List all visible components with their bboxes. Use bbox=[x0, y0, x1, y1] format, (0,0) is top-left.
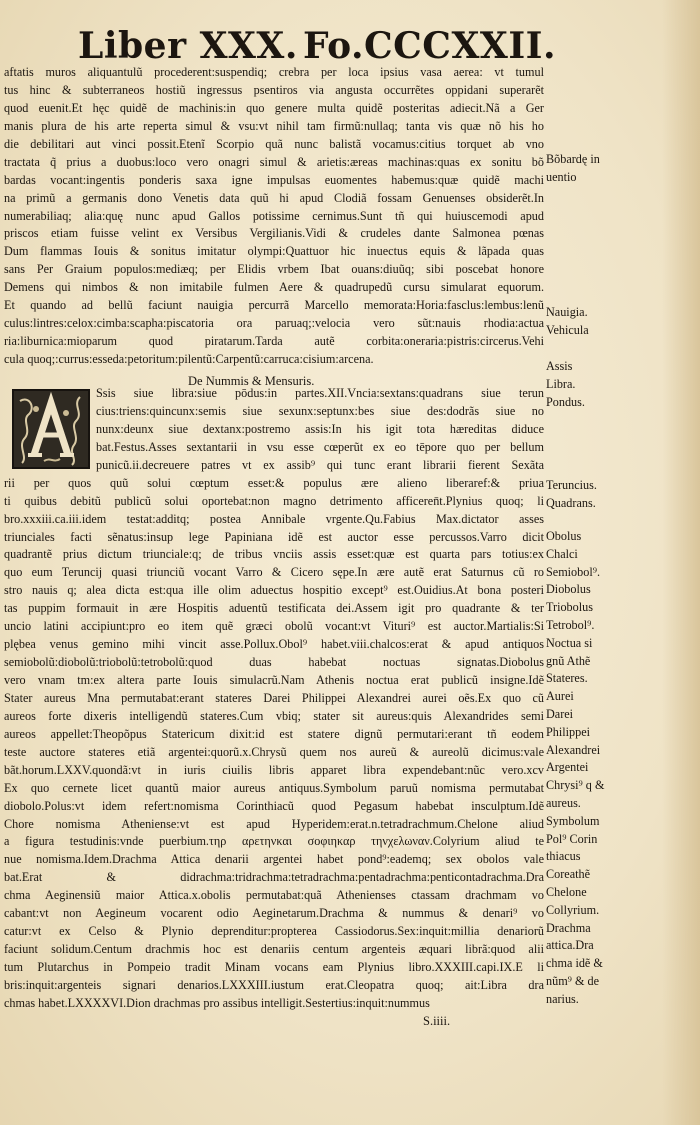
text-line: nue nomisma.Idem.Drachma Attica denarii argentei habet pond⁹:eademq; sex obolos vale bbox=[4, 852, 544, 867]
text-line: faciunt solidum.Centum drachmis hoc est denariis centum argenteis æquari librã:quod alii bbox=[4, 942, 544, 957]
text-line: aureos forte dixeris intelligendũ stateres.Cum vbiq; stater sit aureus:quis Alexandrides semi bbox=[4, 708, 544, 723]
text-line: nunx:deunx siue dextanx:postremo assis:In his igit tota hæreditas diduce bbox=[96, 421, 544, 436]
text-line: cula quoq;:currus:esseda:petoritum:pilentũ:Carpentũ:carruca:cisium:arcena. bbox=[4, 352, 374, 366]
text-line: punicũ.ii.decreuere patres vt ex assib⁹ qui tunc erant librarii fierent Sexãta bbox=[96, 457, 544, 472]
text-line: teste auctore stateres etiã argentei:quorũ.x.Chrysũ quem nos aureũ & aureolũ dicimus:vale bbox=[4, 744, 544, 759]
text-line: quo eum Teruncij quasi triunciũ vocant Varro & Cicero sępe.In ære autẽ erat Saturnus cũ ro bbox=[4, 565, 544, 580]
text-line: tus hinc & subterraneos hostiũ ingressus psentiros via angusta occurrẽtes oppidani superarẽt bbox=[4, 82, 544, 97]
text-line: bardas vocant:ingentis ponderis saxa igne impulsas euomentes habemus:quæ quidẽ machi bbox=[4, 172, 544, 187]
text-line: bat.Erat & didrachma:tridrachma:tetradrachma:pentadrachma:penticontadrachma.Dra bbox=[4, 870, 544, 885]
text-line: vero vnam tm:ex altera parte Iouis simulacrũ.Nam Athenis noctua erat publicũ insigne.Idẽ bbox=[4, 673, 544, 687]
signature-mark: S.iiii. bbox=[423, 1014, 451, 1028]
text-line: plębea venus gemino mihi vincit asse.Pollux.Obol⁹ habet.viii.chalcos:erat & apud antiquos bbox=[4, 637, 544, 652]
text-line: quod euenit.Et hęc quidẽ de machinis:in quo genere multa quidẽ posteritas adiecit.Nã a Ger bbox=[4, 100, 544, 115]
text-line: bat.Festus.Asses sextantarii in vsu esse cœperũt ex eo tēpore quo per bellum bbox=[96, 439, 544, 454]
page-edge-shadow bbox=[662, 0, 700, 1125]
text-line: bris:inquit:argenteis signari denarios.LXXXIII.iustum erat.Cleopatra quoq; ait:Libra dra bbox=[4, 977, 544, 992]
text-line: Stater aureus Mna permutabat:erant stateres Darei Philippei Alexandrei aurei oẽs.Ex quo cũ bbox=[4, 690, 544, 705]
margin-note-line: Bõbardę in bbox=[546, 152, 600, 166]
margin-note-coins bbox=[546, 528, 658, 1009]
margin-note-line: gnũ Athẽ bbox=[546, 653, 591, 668]
margin-note-line: Collyrium. bbox=[546, 902, 600, 917]
margin-note-line: Aurei bbox=[546, 689, 574, 704]
text-line: sans Per Graium populos:mediæq; per Elidis vrbem Ibat ouans:diuũq; sibi poscebat honore bbox=[4, 262, 544, 277]
margin-note-line: uentio bbox=[546, 169, 577, 184]
text-line: die debilitari aut vinci possit.Etenĩ Scorpio quã nunc balistã vocamus:citius torquet ab vno bbox=[4, 136, 544, 151]
text-line: chmas habet.LXXXXVI.Dion drachmas pro assibus intelligit.Sestertius:inquit:nummus bbox=[4, 995, 430, 1010]
margin-note-line: Libra. bbox=[546, 376, 576, 391]
margin-note-line: chma idẽ & bbox=[546, 956, 603, 971]
text-line: quadrantẽ prius dictum triunciale:q; de tribus vnciis assis esset:quæ est quarta pars totius:ex bbox=[4, 547, 544, 562]
text-line: tractata q̃ prius a duobus:loco vero onagri simul & arietis:æreas machinas:quas ex sonitu bõ bbox=[4, 154, 544, 169]
text-line: Dum flammas Iouis & sonitus imitatur olympi:Quattuor hic inuectus equis & lãpada quas bbox=[4, 244, 544, 259]
text-line: stro nauis q; alea dicta est:qua ille olim aduectus hospitio except⁹ est.Ouidius.At bona posteri bbox=[4, 583, 544, 598]
margin-note-assis bbox=[546, 358, 658, 411]
text-line: Chore nomisma Atheniense:vt est apud Hyperidem:erat.n.tetradrachmum.Chelone aliud bbox=[4, 816, 544, 831]
margin-note-line: Semiobol⁹. bbox=[546, 564, 601, 579]
margin-note-line: attica.Dra bbox=[546, 938, 594, 953]
margin-note-line: Vehicula bbox=[546, 322, 589, 337]
text-line: bãt.horum.LXXV.quondã:vt in iuris ciuilis libris apparet libra expendebant:nũc vero.xcv bbox=[4, 762, 544, 777]
margin-note-line: Nauigia. bbox=[546, 305, 588, 319]
text-block-coins-measures bbox=[4, 385, 544, 1013]
margin-note-line: Noctua si bbox=[546, 635, 593, 650]
text-line: na primũ a germanis dono Venetis data quũ hi apud Clodiã fossam Genuenses obsiderẽt.In bbox=[4, 190, 544, 205]
header-book-number: Liber XXX. bbox=[78, 25, 298, 67]
margin-note-line: Teruncius. bbox=[546, 478, 597, 492]
margin-note-line: Triobolus bbox=[546, 600, 593, 615]
header-folio-number: Fo.CCCXXII. bbox=[303, 25, 557, 67]
margin-note-line: thiacus bbox=[546, 849, 581, 864]
text-line: chma Aeginensiũ maior Attica.x.obolis permutabat:quã Athenienses ctassam drachmam vo bbox=[4, 888, 544, 903]
text-line: tum Plutarchus in Pompeio tradit Minam vocans eam Plynius libro.XXXIII.capi.IX.E li bbox=[4, 960, 544, 974]
text-line: cius:triens:quincunx:semis siue sexunx:septunx:bes siue des:dodrãs siue no bbox=[96, 403, 544, 418]
text-line: numerabiliaq; alia:quę nunc apud Gallos potissime cernimus.Sunt tñ qui huiuscemodi apud bbox=[4, 208, 544, 223]
margin-note-line: Symbolum bbox=[546, 813, 600, 828]
text-line: catur:vt ex Celso & Plynio deprenditur:propterea Cassiodorus.Sex:inquit:millia denariorũ bbox=[4, 924, 544, 939]
text-line: Ex quo cernete licet quantũ maior aureus antiquus.Symbolum paruũ nomisma permutabat bbox=[4, 780, 544, 795]
margin-note-line: Stateres. bbox=[546, 671, 588, 686]
text-line: diobolo.Polus:vt idem refert:nomisma Corinthiacũ quod Pegasum habebat insculptum.Idẽ bbox=[4, 798, 544, 813]
margin-note-line: Philippei bbox=[546, 724, 591, 739]
margin-note-line: Diobolus bbox=[546, 582, 591, 597]
margin-note-line: Pol⁹ Corin bbox=[546, 831, 598, 846]
text-line: semiobolũ:diobolũ:triobolũ:tetrobolũ:quod duas habebat noctuas signatas.Diobolus bbox=[4, 655, 544, 670]
text-line: priscos etiam fuisse velint ex Versibus Vergilianis.Vidi & crudeles dante Salmonea pœnas bbox=[4, 226, 544, 241]
text-line: manis plura de his arte reperta simul & vsu:vt nihil tam firmũ:nullaq; tanta vis quæ nõ his ho bbox=[4, 118, 544, 133]
text-line: cabant:vt non Aegineum vocarent odio Aeginetarum.Drachma & nummus & denari⁹ vo bbox=[4, 906, 544, 921]
margin-note-teruncius bbox=[546, 477, 658, 513]
text-line: ti quibus debitũ publicũ solui oportebat:non magno detrimento afficeren̄t.Plynius quoq; li bbox=[4, 493, 544, 508]
text-line: aureos appellet:Theopõpus Statericum dixit:id est statere dignũ permutari:erant tñ eodem bbox=[4, 726, 544, 741]
margin-note-line: aureus. bbox=[546, 795, 581, 810]
text-line: a figura testudinis:vnde puerbium.τηρ αρετηνκαι σοφιηκαρ τηνχελωναν.Colyrium aliud te bbox=[4, 834, 544, 849]
text-line: ria:liburnica:mioparum quod piratarum.Tarda autẽ corbita:oneraria:pistris:circerus.Vehi bbox=[4, 334, 544, 349]
text-line: aftatis muros aliquantulũ procederent:suspendiq; crebra per loca ipsius vasa aerea: vt tumul bbox=[4, 65, 544, 79]
text-line: Demens qui nimbos & non imitabile fulmen Aere & quadrupedũ cursu simularat equorum. bbox=[4, 280, 544, 295]
margin-note-line: Chelone bbox=[546, 884, 587, 899]
margin-note-line: Assis bbox=[546, 359, 573, 373]
margin-note-line: Coreathẽ bbox=[546, 867, 590, 882]
margin-note-line: narius. bbox=[546, 991, 579, 1006]
text-block-machines bbox=[4, 64, 544, 369]
margin-note-line: Obolus bbox=[546, 529, 582, 543]
margin-note-bombards bbox=[546, 151, 658, 187]
margin-note-line: Quadrans. bbox=[546, 495, 596, 510]
margin-note-line: Alexandrei bbox=[546, 742, 601, 757]
section-heading: De Nummis & Mensuris. bbox=[188, 374, 315, 388]
text-line: tas puppim formauit in ære Hospitis aduentũ testificata dei.Assem igit pro quadrante & ter bbox=[4, 601, 544, 616]
margin-note-line: Pondus. bbox=[546, 394, 585, 409]
text-line: uncio latini accipiunt:pro eo item quẽ græci obolũ vocant:vt Vituri⁹ est auctor.Martialis:Si bbox=[4, 619, 544, 634]
text-line: triunciales facti sẽnatus:insup lege Papiniana idẽ est auctor esse percussos.Varro dicit bbox=[4, 529, 544, 544]
text-line: rii per quos quũ solui cœptum esset:& populus ære alieno liberaref:& priua bbox=[4, 475, 544, 490]
margin-note-line: Darei bbox=[546, 706, 574, 721]
margin-note-line: nũm⁹ & de bbox=[546, 973, 599, 988]
margin-note-line: Chalci bbox=[546, 546, 578, 561]
margin-note-line: Tetrobol⁹. bbox=[546, 617, 595, 632]
margin-note-line: Argentei bbox=[546, 760, 589, 775]
margin-note-line: Drachma bbox=[546, 920, 591, 935]
margin-note-line: Chrysi⁹ q & bbox=[546, 778, 605, 793]
text-line: Et quando ad bellũ faciunt nauigia percurrã Marcello memorata:Horia:fasclus:lembus:lenũ bbox=[4, 298, 544, 313]
text-line: culus:lintres:celox:cimba:scapha:piscatoria ora paruaq;:velocia vero sũt:nauis rhodia:actua bbox=[4, 316, 544, 331]
margin-note-ships bbox=[546, 304, 658, 340]
text-line: bro.xxxiii.ca.iii.idem testat:additq; postea Annibale vrgente.Qu.Fabius Max.dictator asses bbox=[4, 511, 544, 526]
text-line: Ssis siue libra:siue pōdus:in partes.XII.Vncia:sextans:quadrans siue terun bbox=[96, 386, 544, 400]
